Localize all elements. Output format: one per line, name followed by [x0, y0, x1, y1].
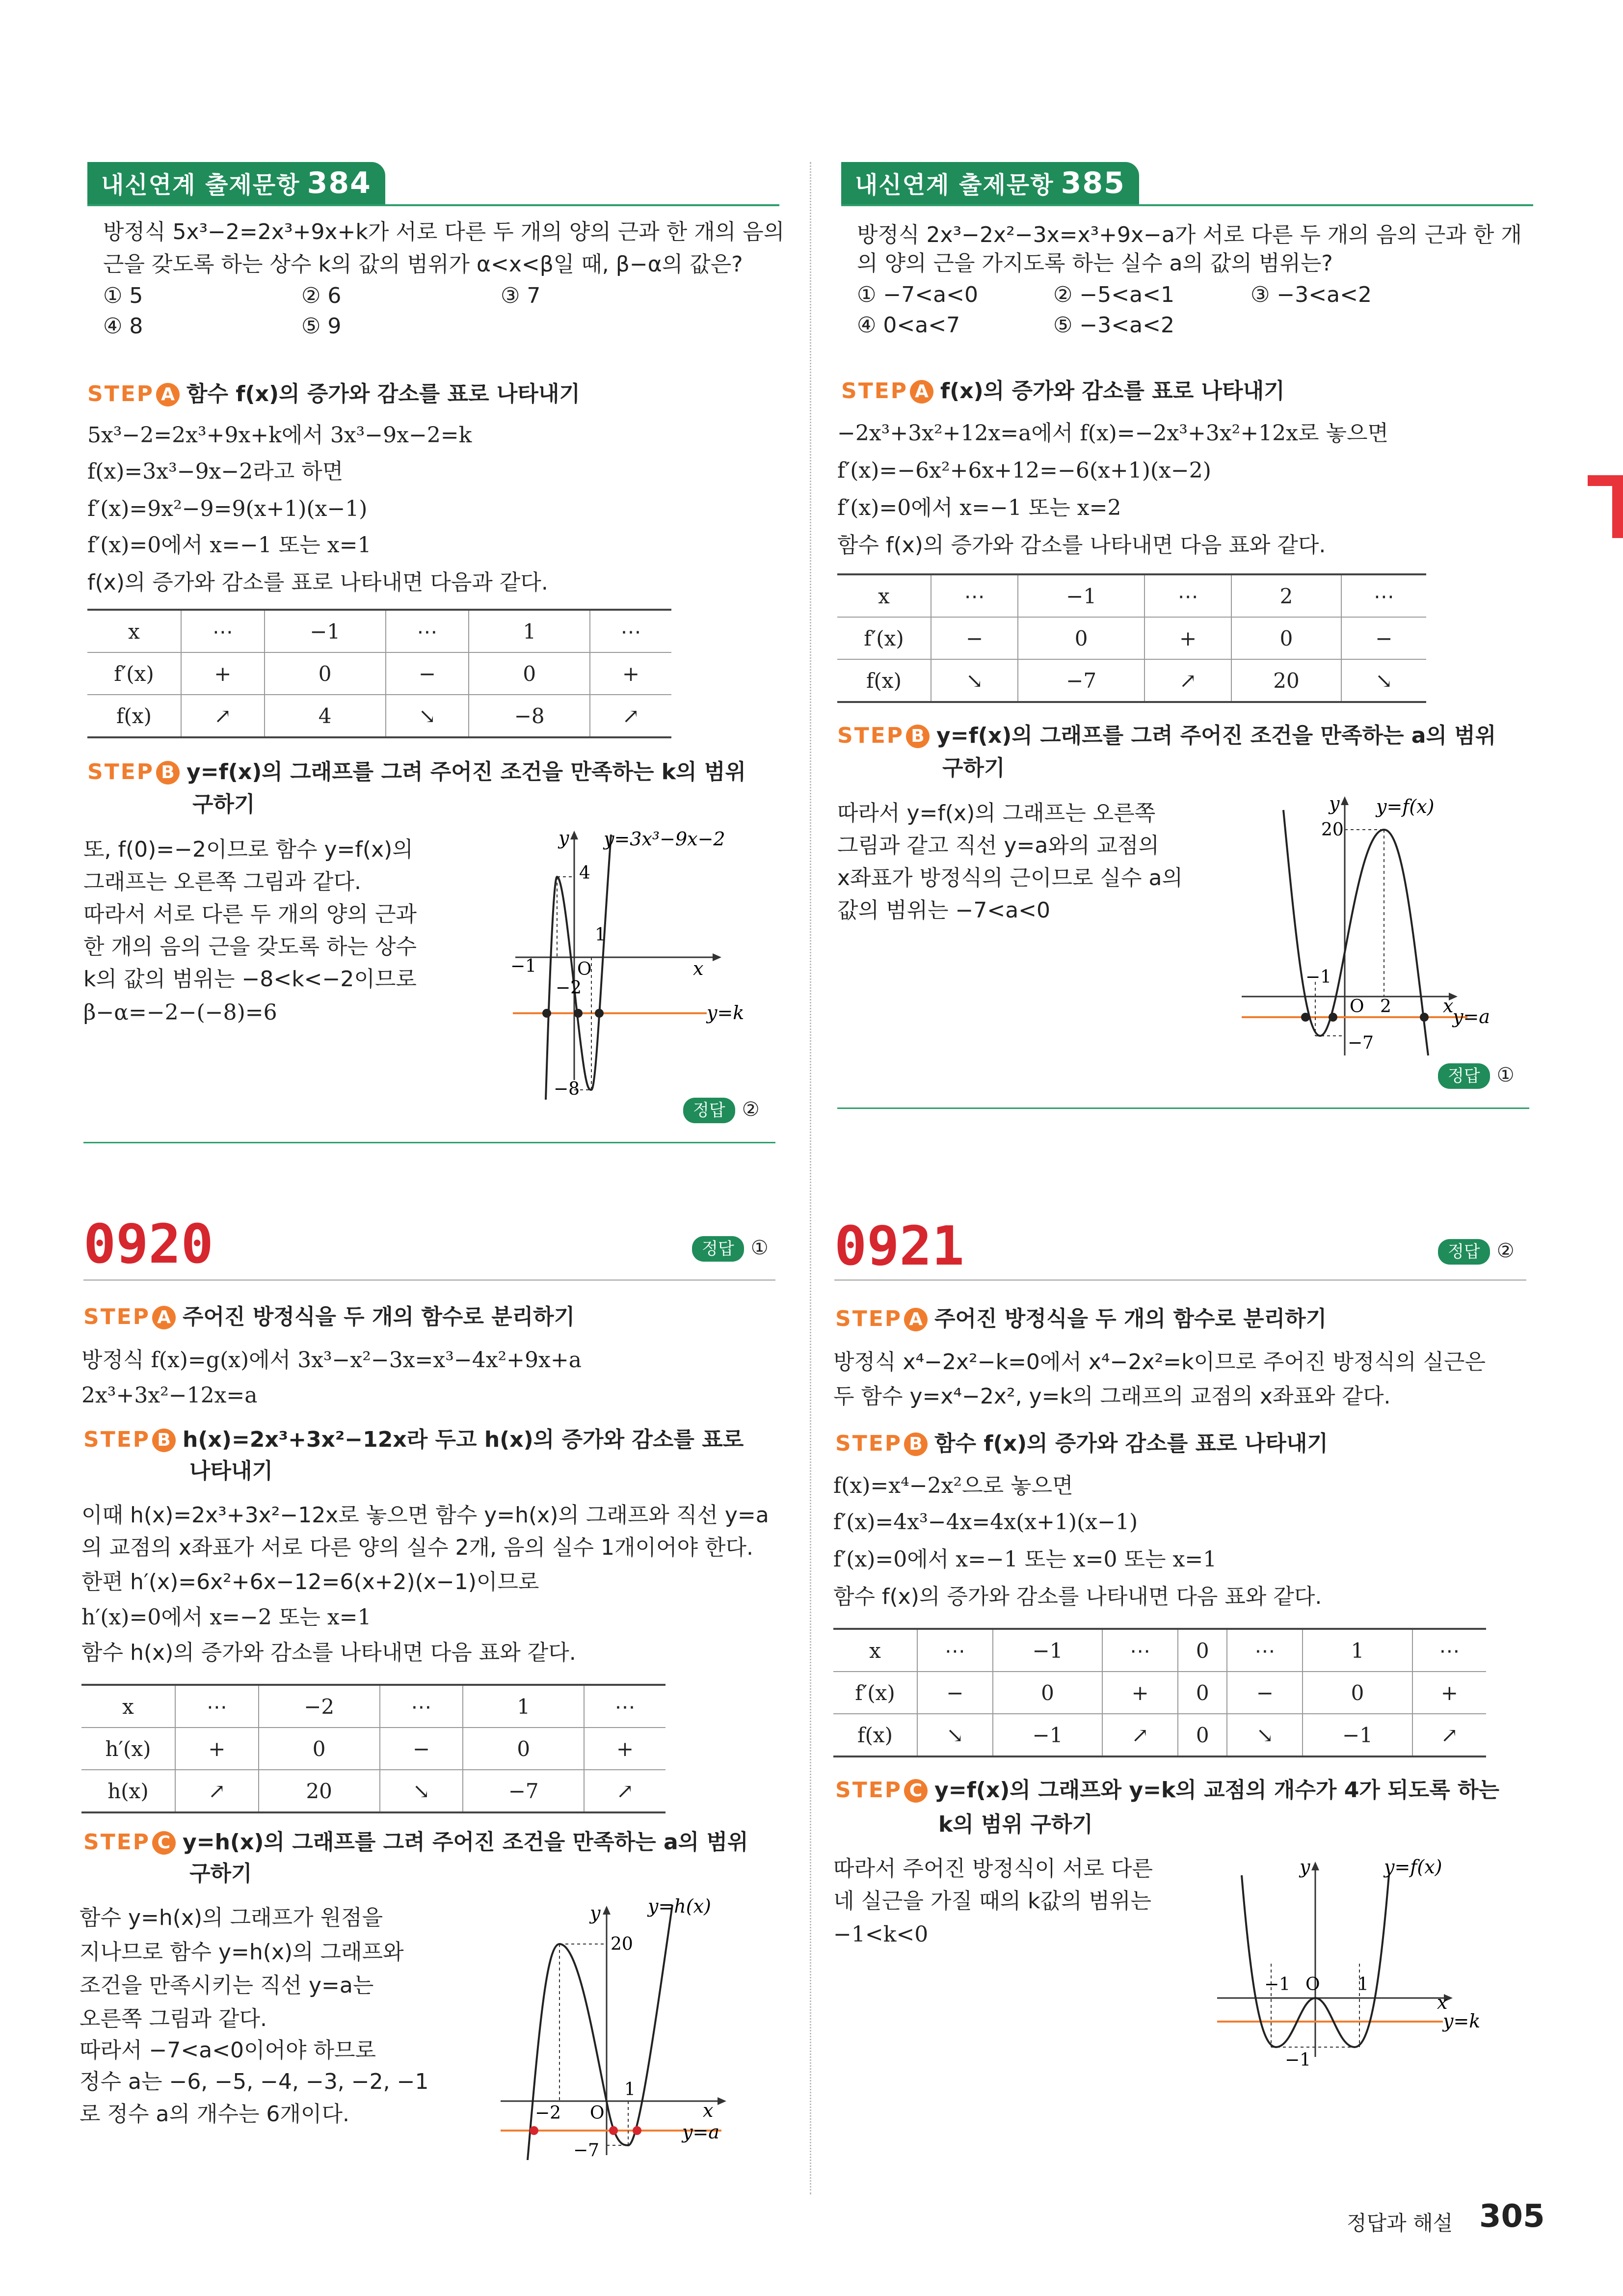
tick-label: −2 — [535, 2103, 561, 2123]
solution-line: 정수 a는 −6, −5, −4, −3, −2, −1 — [80, 2069, 429, 2094]
y-axis-arrow — [1341, 796, 1349, 805]
solution-line: 한편 h′(x)=6x²+6x−12=6(x+2)(x−1)이므로 — [81, 1569, 539, 1594]
solution-line: 의 교점의 x좌표가 서로 다른 양의 실수 2개, 음의 실수 1개이어야 한다. — [81, 1535, 753, 1560]
page-number: 305 — [1479, 2198, 1545, 2235]
variation-table-0921: x ⋯ −1 ⋯ 0 ⋯ 1 ⋯ f′(x) − 0 + 0 − 0 + f(x) ↘ −1 ↗ 0 ↘ −1 ↗ — [833, 1628, 1486, 1757]
line-label: y=a — [1453, 1006, 1490, 1027]
graph-384 — [501, 825, 775, 1100]
solution-line: k의 값의 범위는 −8<k<−2이므로 — [83, 967, 417, 992]
axis-label-y: y — [1329, 793, 1340, 814]
problem-number: 384 — [307, 166, 372, 200]
x-axis-arrow — [713, 953, 721, 961]
solution-line: 이때 h(x)=2x³+3x²−12x로 놓으면 함수 y=h(x)의 그래프와 직선 y=a — [81, 1503, 769, 1528]
solution-line: 값의 범위는 −7<a<0 — [837, 898, 1051, 923]
choice-5: ⑤ −3<a<2 — [1053, 313, 1174, 338]
solution-line: 또, f(0)=−2이므로 함수 y=f(x)의 — [83, 837, 413, 862]
solution-line: β−α=−2−(−8)=6 — [83, 1000, 277, 1025]
intersection-point — [574, 1009, 583, 1018]
axis-label-x: x — [1443, 995, 1454, 1017]
step-c-heading-cont: 구하기 — [189, 1861, 252, 1886]
intersection-point — [1420, 1013, 1429, 1022]
solution-line: 함수 h(x)의 증가와 감소를 나타내면 다음 표와 같다. — [81, 1640, 576, 1665]
function-label: y=f(x) — [1376, 796, 1435, 817]
y-axis-arrow — [1311, 1862, 1319, 1870]
tick-label: 2 — [1380, 997, 1391, 1017]
intersection-point — [609, 2126, 618, 2135]
choice-3: ③ −3<a<2 — [1251, 282, 1372, 307]
divider — [83, 1142, 775, 1143]
tick-label: 4 — [579, 863, 590, 883]
tick-label: 1 — [624, 2080, 636, 2100]
choice-1: ① −7<a<0 — [857, 282, 978, 307]
answer-0920: 정답 ① — [692, 1236, 769, 1262]
line-label: y=k — [1443, 2010, 1481, 2032]
tick-label: −7 — [1348, 1033, 1374, 1053]
question-line: 근을 갖도록 하는 상수 k의 값의 범위가 α<x<β일 때, β−α의 값은? — [103, 252, 743, 277]
solution-line: 네 실근을 가질 때의 k값의 범위는 — [833, 1889, 1151, 1914]
solution-line: 두 함수 y=x⁴−2x², y=k의 그래프의 교점의 x좌표와 같다. — [833, 1384, 1391, 1409]
step-a-heading: STEP A 주어진 방정식을 두 개의 함수로 분리하기 — [83, 1304, 575, 1329]
solution-line: f′(x)=0에서 x=−1 또는 x=1 — [87, 533, 372, 558]
solution-line: 따라서 주어진 방정식이 서로 다른 — [833, 1856, 1153, 1881]
step-b-heading-cont: 나타내기 — [189, 1459, 273, 1484]
tick-label: −1 — [1305, 967, 1332, 987]
problem-385-header — [841, 162, 1533, 206]
question-line: 의 양의 근을 가지도록 하는 실수 a의 값의 범위는? — [857, 251, 1333, 276]
step-c-heading: STEP C y=h(x)의 그래프를 그려 주어진 조건을 만족하는 a의 범위 — [83, 1830, 748, 1855]
solution-line: f′(x)=4x³−4x=4x(x+1)(x−1) — [833, 1510, 1138, 1535]
solution-line: −2x³+3x²+12x=a에서 f(x)=−2x³+3x²+12x로 놓으면 — [837, 421, 1388, 446]
line-label: y=k — [707, 1002, 745, 1024]
axis-label-y: y — [1300, 1856, 1310, 1878]
axis-label-y: y — [559, 827, 569, 849]
solution-line: f(x)=x⁴−2x²으로 놓으면 — [833, 1473, 1073, 1498]
tick-label: 1 — [595, 925, 606, 945]
question-line: 방정식 2x³−2x²−3x=x³+9x−a가 서로 다른 두 개의 음의 근과 한 개 — [857, 222, 1522, 247]
origin-label: O — [1305, 1974, 1320, 1995]
line-label: y=a — [682, 2121, 719, 2143]
step-b-heading-cont: 구하기 — [942, 756, 1005, 781]
step-b-heading: STEP B 함수 f(x)의 증가와 감소를 표로 나타내기 — [835, 1431, 1328, 1456]
origin-label: O — [590, 2103, 605, 2123]
choice-4: ④ 0<a<7 — [857, 313, 960, 338]
tick-label: −1 — [1285, 2050, 1311, 2070]
origin-label: O — [1350, 997, 1364, 1017]
solution-line: 한 개의 음의 근을 갖도록 하는 상수 — [83, 934, 417, 959]
choice-5: ⑤ 9 — [301, 314, 342, 339]
step-b-heading: STEP B h(x)=2x³+3x²−12x라 두고 h(x)의 증가와 감소를 표로 — [83, 1427, 744, 1452]
function-label: y=3x³−9x−2 — [604, 828, 725, 850]
step-a-heading: STEP A 주어진 방정식을 두 개의 함수로 분리하기 — [835, 1306, 1327, 1331]
solution-line: f′(x)=0에서 x=−1 또는 x=2 — [837, 495, 1121, 520]
y-axis-arrow — [570, 831, 578, 839]
graph-0921 — [1212, 1856, 1526, 2072]
solution-line: 함수 f(x)의 증가와 감소를 나타내면 다음 표와 같다. — [833, 1584, 1322, 1609]
function-label: y=f(x) — [1384, 1856, 1442, 1878]
solution-line: f(x)의 증가와 감소를 표로 나타내면 다음과 같다. — [87, 570, 548, 595]
solution-line: 2x³+3x²−12x=a — [81, 1383, 258, 1408]
problem-badge: 내신연계 출제문항 384 — [87, 162, 385, 204]
tick-label: 1 — [1357, 1974, 1369, 1995]
solution-line: 따라서 −7<a<0이어야 하므로 — [80, 2038, 376, 2063]
divider — [837, 1107, 1529, 1109]
solution-line: 그림과 같고 직선 y=a와의 교점의 — [837, 833, 1159, 858]
choice-3: ③ 7 — [501, 283, 541, 308]
intersection-point — [1301, 1013, 1310, 1022]
tick-label: −1 — [510, 956, 537, 976]
intersection-point — [595, 1009, 604, 1018]
graph-0920 — [491, 1895, 785, 2170]
choice-2: ② −5<a<1 — [1053, 282, 1174, 307]
intersection-point — [1329, 1013, 1337, 1022]
step-b-heading: STEP B y=f(x)의 그래프를 그려 주어진 조건을 만족하는 a의 범위 — [837, 723, 1496, 748]
problem-384-header — [87, 162, 779, 206]
solution-line: −1<k<0 — [833, 1922, 929, 1947]
choice-2: ② 6 — [301, 283, 342, 308]
solution-line: 따라서 y=f(x)의 그래프는 오른쪽 — [837, 801, 1156, 826]
axis-label-x: x — [693, 958, 704, 979]
answer-384: 정답 ② — [683, 1098, 760, 1123]
solution-line: 방정식 f(x)=g(x)에서 3x³−x²−3x=x³−4x²+9x+a — [81, 1348, 582, 1373]
variation-table-384: x ⋯ −1 ⋯ 1 ⋯ f′(x) + 0 − 0 + f(x) ↗ 4 ↘ −8 ↗ — [87, 609, 671, 738]
choice-4: ④ 8 — [103, 314, 143, 339]
solution-line: 로 정수 a의 개수는 6개이다. — [80, 2102, 349, 2127]
intersection-point — [633, 2126, 641, 2135]
problem-number-0921: 0921 — [834, 1215, 964, 1277]
tick-label: −2 — [556, 978, 582, 998]
origin-label: O — [577, 959, 592, 979]
section-tab-marker — [1612, 475, 1623, 538]
solution-line: 지나므로 함수 y=h(x)의 그래프와 — [80, 1940, 404, 1965]
step-c-heading-cont: k의 범위 구하기 — [938, 1812, 1093, 1837]
x-axis-arrow — [718, 2097, 726, 2105]
solution-line: f′(x)=0에서 x=−1 또는 x=0 또는 x=1 — [833, 1547, 1217, 1572]
solution-line: 따라서 서로 다른 두 개의 양의 근과 — [83, 902, 417, 927]
intersection-point — [542, 1009, 551, 1018]
answer-385: 정답 ① — [1438, 1063, 1515, 1089]
column-separator — [810, 162, 811, 2194]
divider — [834, 1279, 1526, 1281]
footer-section-label: 정답과 해설 — [1347, 2211, 1453, 2235]
tick-label: 20 — [1321, 820, 1344, 840]
solution-line: 함수 y=h(x)의 그래프가 원점을 — [80, 1905, 383, 1930]
step-c-heading: STEP C y=f(x)의 그래프와 y=k의 교점의 개수가 4가 되도록 하는 — [835, 1778, 1500, 1803]
solution-line: 조건을 만족시키는 직선 y=a는 — [80, 1973, 374, 1998]
tick-label: 20 — [611, 1934, 633, 1954]
intersection-point — [530, 2126, 538, 2135]
solution-line: f′(x)=−6x²+6x+12=−6(x+1)(x−2) — [837, 458, 1211, 483]
problem-badge: 내신연계 출제문항 385 — [841, 162, 1139, 204]
solution-line: h′(x)=0에서 x=−2 또는 x=1 — [81, 1605, 372, 1630]
solution-line: 함수 f(x)의 증가와 감소를 나타내면 다음 표와 같다. — [837, 533, 1326, 558]
axis-label-x: x — [1437, 1992, 1448, 2013]
variation-table-0920: x ⋯ −2 ⋯ 1 ⋯ h′(x) + 0 − 0 + h(x) ↗ 20 ↘ −7 ↗ — [81, 1684, 665, 1813]
function-label: y=h(x) — [648, 1895, 711, 1917]
solution-line: 그래프는 오른쪽 그림과 같다. — [83, 869, 361, 894]
tick-label: −1 — [1264, 1974, 1291, 1995]
axis-label-y: y — [590, 1902, 601, 1924]
tick-label: −8 — [554, 1079, 580, 1099]
step-b-heading-cont: 구하기 — [192, 792, 255, 817]
solution-line: 방정식 x⁴−2x²−k=0에서 x⁴−2x²=k이므로 주어진 방정식의 실근은 — [833, 1350, 1486, 1375]
step-a-heading: STEP A f(x)의 증가와 감소를 표로 나타내기 — [841, 378, 1285, 404]
tick-label: −7 — [573, 2140, 600, 2161]
divider — [83, 1279, 775, 1281]
step-b-heading: STEP B y=f(x)의 그래프를 그려 주어진 조건을 만족하는 k의 범위 — [87, 759, 746, 784]
solution-line: 5x³−2=2x³+9x+k에서 3x³−9x−2=k — [87, 423, 472, 448]
step-a-heading: STEP A 함수 f(x)의 증가와 감소를 표로 나타내기 — [87, 381, 580, 406]
problem-number-0920: 0920 — [83, 1213, 213, 1275]
choice-1: ① 5 — [103, 283, 143, 308]
solution-line: f′(x)=9x²−9=9(x+1)(x−1) — [87, 496, 368, 521]
solution-line: 오른쪽 그림과 같다. — [80, 2006, 267, 2031]
graph-385 — [1237, 790, 1541, 1065]
problem-number: 385 — [1061, 166, 1125, 200]
y-axis-arrow — [603, 1906, 611, 1915]
solution-line: f(x)=3x³−9x−2라고 하면 — [87, 459, 344, 484]
solution-line: x좌표가 방정식의 근이므로 실수 a의 — [837, 865, 1183, 891]
question-line: 방정식 5x³−2=2x³+9x+k가 서로 다른 두 개의 양의 근과 한 개의 음의 — [103, 219, 785, 244]
axis-label-x: x — [703, 2100, 714, 2121]
answer-0921: 정답 ② — [1438, 1239, 1515, 1265]
variation-table-385: x ⋯ −1 ⋯ 2 ⋯ f′(x) − 0 + 0 − f(x) ↘ −7 ↗ 20 ↘ — [837, 573, 1426, 703]
